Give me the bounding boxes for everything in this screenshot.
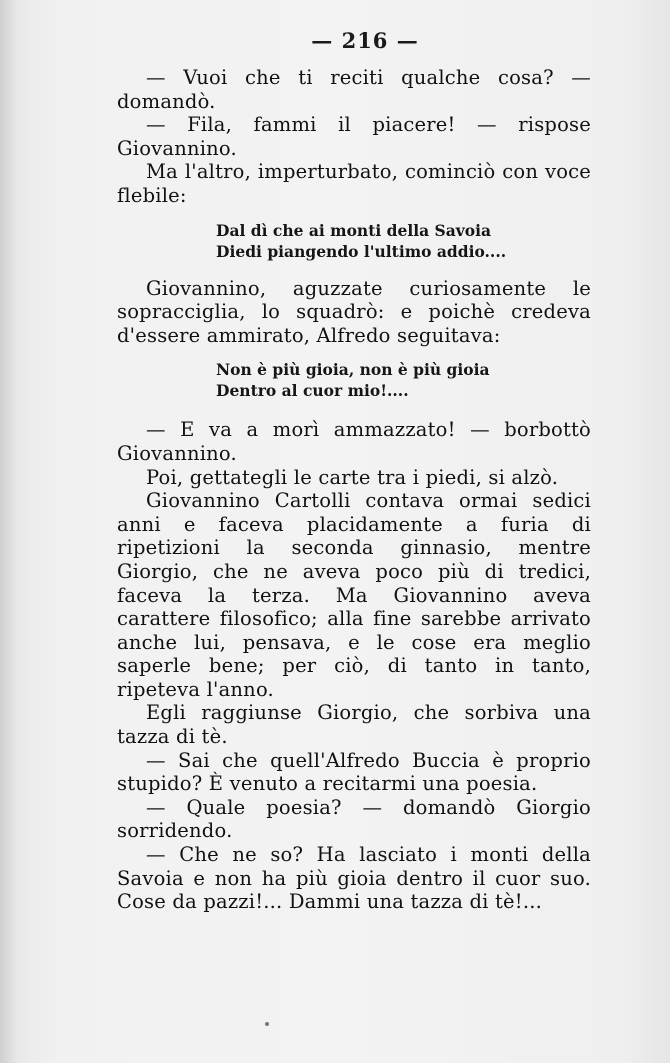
verse-block [117, 220, 591, 262]
paragraph: Giovannino Cartolli contava ormai sedici anni e faceva placidamente a furia di ripetizioni la seconda ginnasio, mentre Giorgio, che ne aveva poco più di tredici, faceva la terza. Ma Giovannino aveva carattere filosofico; alla fine sarebbe arrivato anche lui, pensava, e le cose era meglio saperle bene; per ciò, di tanto in tanto, ripeteva l'anno. [117, 489, 591, 701]
paragraph: — Fila, fammi il piacere! — rispose Giovannino. [117, 113, 591, 160]
verse-line: Diedi piangendo l'ultimo addio.... [216, 241, 507, 261]
paragraph: — Quale poesia? — domandò Giorgio sorridendo. [117, 795, 591, 843]
paragraph: — E va a morì ammazzato! — borbottò Giovannino. [117, 418, 591, 465]
paragraph: — Che ne so? Ha lasciato i monti della Savoia e non ha più gioia dentro il cuor suo. Cose da pazzi!... Dammi una tazza di tè!... [117, 843, 591, 914]
verse-block [117, 359, 591, 401]
verse-line: Dentro al cuor mio!.... [216, 381, 409, 401]
paragraph: Ma l'altro, imperturbato, cominciò con voce flebile: [117, 160, 591, 207]
paragraph: Poi, gettategli le carte tra i piedi, si alzò. [146, 465, 559, 489]
paragraph: — Sai che quell'Alfredo Buccia è proprio stupido? È venuto a recitarmi una poesia. [117, 748, 591, 796]
verse-line: Non è più gioia, non è più gioia [216, 360, 490, 380]
ink-speck [265, 1022, 269, 1026]
page-number: — 216 — [311, 28, 419, 53]
paragraph: Egli raggiunse Giorgio, che sorbiva una tazza di tè. [117, 701, 591, 749]
verse-line: Dal dì che ai monti della Savoia [216, 220, 492, 240]
paragraph: Giovannino, aguzzate curiosamente le sopracciglia, lo squadrò: e poichè credeva d'essere ammirato, Alfredo seguitava: [117, 276, 591, 347]
page-body [117, 66, 591, 914]
paragraph: — Vuoi che ti reciti qualche cosa? — domandò. [117, 66, 591, 113]
